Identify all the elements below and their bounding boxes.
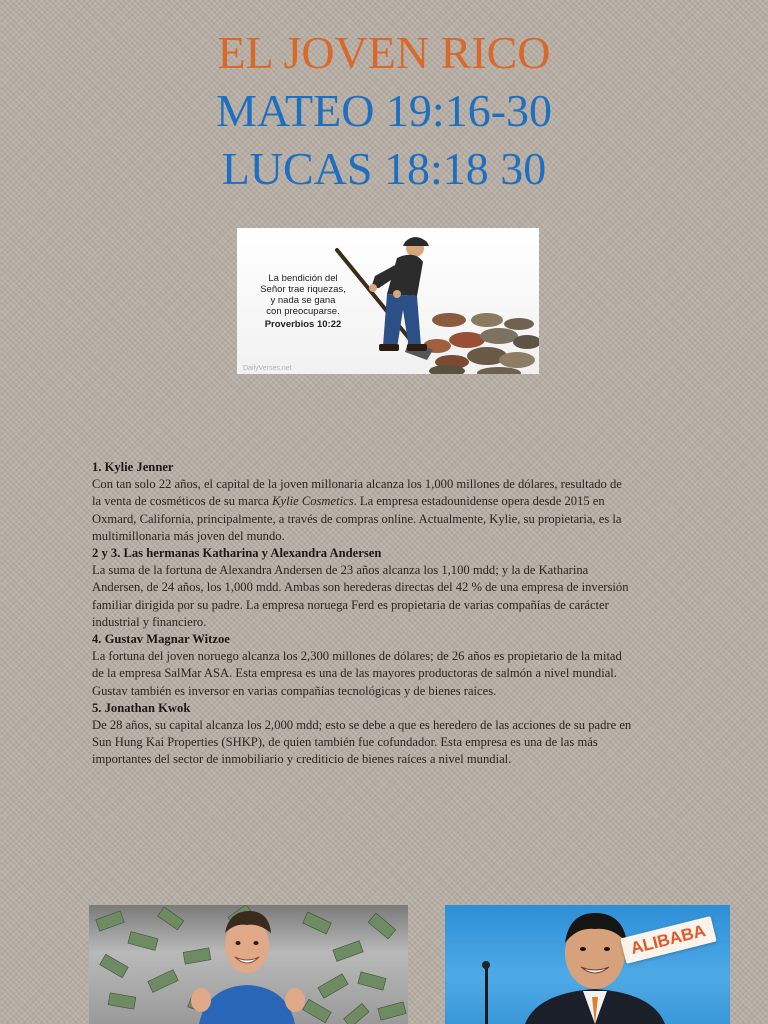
paragraph-text: Con tan solo 22 años, el capital de la joven millonaria alcanza los 1,000 millones de dólares, resultado de la venta de cosméticos de su marca: [92, 477, 622, 509]
money-rain-illustration: [89, 905, 408, 1024]
section-heading: 2 y 3. Las hermanas Katharina y Alexandra Andersen: [92, 546, 382, 561]
article-body: [92, 459, 632, 769]
watermark-text: DailyVerses.net: [243, 365, 292, 372]
section-heading: 5. Jonathan Kwok: [92, 700, 191, 715]
verse-line: La bendición del: [268, 273, 338, 284]
smiling-man: [191, 911, 305, 1024]
verse-line: con preocuparse.: [266, 306, 340, 317]
alibaba-founder-photo: [445, 905, 730, 1024]
section-heading: 1. Kylie Jenner: [92, 460, 174, 474]
alibaba-sign: ALIBABA: [620, 916, 716, 964]
verse-line: Señor trae riquezas,: [260, 284, 346, 295]
section-paragraph: La suma de la fortuna de Alexandra Andersen de 23 años alcanza los 1,100 mdd; y la de Katharina Andersen, de 24 años, los 1,000 mdd. Ambas son herederas directas del 42 % de una empresa de inversión familiar dirigida por su padre. La empresa noruega Ferd es propietaria de varias compañías de carácter industrial y financiero.: [92, 563, 629, 629]
paragraph-text: . La empresa estadounidense opera desde 2015 en Oxmard, California, principalmente, a través de compras online. Actualmente, Kylie, su propietaria, es la multimillonaria más joven del mundo.: [92, 494, 622, 543]
man-shoveling-coins-illustration: [237, 228, 539, 374]
man-with-money-photo: [89, 905, 408, 1024]
worker-figure: [369, 237, 429, 351]
section-paragraph: De 28 años, su capital alcanza los 2,000 mdd; esto se debe a que es heredero de las acciones de su padre en Sun Hung Kai Properties (SHKP), de quien también fue cofundador. Esta empresa es una de las más importantes del sector de inmobiliario y crediticio de bienes raíces a nivel mundial.: [92, 718, 632, 767]
verse-line: y nada se gana: [270, 295, 336, 306]
section-heading: 4. Gustav Magnar Witzoe: [92, 632, 230, 647]
verse-reference: Proverbios 10:22: [264, 319, 342, 330]
title-line-3: LUCAS 18:18 30: [221, 143, 547, 194]
proverbs-verse-image: [237, 228, 539, 374]
coin-pile: [423, 313, 539, 374]
title-line-1: EL JOVEN RICO: [217, 27, 551, 78]
section-paragraph: [92, 476, 632, 545]
title-line-2: MATEO 19:16-30: [215, 85, 553, 136]
section-paragraph: La fortuna del joven noruego alcanza los 2,300 millones de dólares; de 26 años es propietario de la mitad de la empresa SalMar ASA. Esta empresa es una de las mayores productoras de salmón a nivel mundial. Gustav también es inversor en varias compañías tecnológicas y de bienes raíces.: [92, 649, 622, 698]
brand-name: Kylie Cosmetics: [272, 494, 354, 509]
